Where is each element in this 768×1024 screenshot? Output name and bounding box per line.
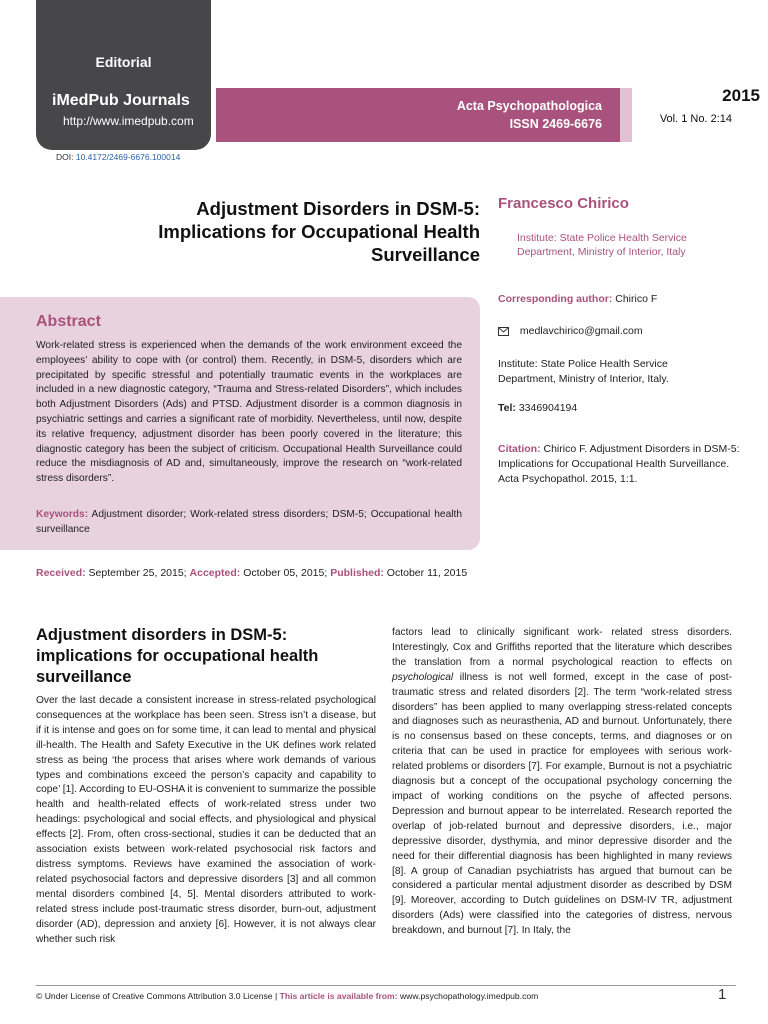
publication-year: 2015 — [722, 86, 760, 105]
journal-issn: ISSN 2469-6676 — [509, 117, 602, 131]
body-text-emphasis: psychological — [392, 671, 454, 683]
journal-band-accent — [620, 88, 632, 142]
body-column-right — [392, 626, 732, 939]
citation — [498, 442, 748, 487]
article-type-label: Editorial — [95, 54, 152, 70]
envelope-icon — [498, 327, 509, 336]
keywords — [36, 508, 462, 538]
body-text-segment: factors lead to clinically significant work- related stress disorders. Interestingly, Cox and Griffiths reported that the literature which describes the translation from a normal psychological reaction to effects on — [392, 627, 732, 668]
author-institute: Institute: State Police Health Service Department, Ministry of Interior, Italy — [517, 232, 687, 258]
journal-name: Acta Psychopathologica — [456, 99, 602, 113]
email-link[interactable]: medlavchirico@gmail.com — [519, 325, 643, 337]
corresponding-author-label: Corresponding author: — [498, 293, 613, 305]
page-number: 1 — [718, 986, 727, 1003]
license-text: © Under License of Creative Commons Attribution 3.0 License | — [36, 991, 280, 1001]
availability-label: This article is available from: — [279, 991, 398, 1001]
accepted-label: Accepted: — [189, 567, 241, 579]
doi-label: DOI: — [56, 152, 74, 162]
keywords-text: Adjustment disorder; Work-related stress disorders; DSM-5; Occupational health surveillance — [36, 509, 462, 535]
article-dates — [36, 566, 476, 581]
published-date: October 11, 2015 — [386, 567, 468, 579]
doi — [56, 152, 180, 162]
doi-link[interactable]: 10.4172/2469-6676.100014 — [75, 152, 181, 162]
article-title: Adjustment Disorders in DSM-5: Implications for Occupational Health Surveillance — [158, 198, 480, 265]
email-row — [498, 325, 643, 337]
correspondence-institute: Institute: State Police Health Service Department, Ministry of Interior, Italy. — [498, 358, 669, 385]
citation-label: Citation: — [498, 443, 541, 455]
received-date: September 25, 2015; — [88, 567, 187, 579]
section-heading: Adjustment disorders in DSM-5: implications for occupational health surveillance — [36, 626, 319, 686]
author-name: Francesco Chirico — [498, 195, 629, 212]
citation-text: Chirico F. Adjustment Disorders in DSM-5: Implications for Occupational Health Surveillance. Acta Psychopathol. 2015, 1:1. — [498, 443, 740, 485]
volume-number: Vol. 1 No. 2:14 — [659, 113, 732, 125]
footer — [36, 991, 538, 1001]
availability-url[interactable]: www.psychopathology.imedpub.com — [397, 991, 539, 1001]
publisher-url[interactable]: http://www.imedpub.com — [63, 114, 194, 128]
footer-divider — [36, 985, 736, 986]
telephone — [498, 402, 577, 414]
abstract-heading: Abstract — [36, 313, 101, 330]
journal-band — [216, 88, 620, 142]
published-label: Published: — [330, 567, 384, 579]
corresponding-author — [498, 293, 657, 305]
corresponding-author-name: Chirico F — [615, 293, 658, 305]
telephone-number: 3346904194 — [518, 402, 578, 414]
accepted-date: October 05, 2015; — [243, 567, 328, 579]
telephone-label: Tel: — [498, 402, 516, 414]
body-text-segment: illness is not well formed, except in the case of post-traumatic stress and related disorders [2]. The term “work-related stress disorders” has been applied to many overlapping stress-related concepts and diagnoses such as neurasthenia, AD and burnout. Unfortunately, there is no consensus based on these concepts, terms, and diagnoses or on criteria that can be used in practice for employees with serious work-related problems or disorders [7]. For example, Burnout is not a psychiatric diagnosis but a concept of the occupational psychology concerning the impact of working conditions on the psyche of affected persons. Depression and burnout appear to be interrelated. Research reported the overlap of job-related burnout and depressive disorders, i.e., major depressive disorder, dysthymia, and minor depressive disorder and the need for their differential diagnosis has been highlighted in many reviews [8]. A group of Canadian psychiatrists has argued that burnout can be considered a particular mental adjustment disorder as described by DSM [9]. Moreover, according to Dutch guidelines on DSM-IV TR, adjustment disorders (Ads) were classified into the categories of distress, nervous breakdown, and burnout [7]. In Italy, the — [392, 671, 732, 937]
body-column-left: Over the last decade a consistent increase in stress-related psychological consequences at the workplace has been seen. Stress isn’t a disease, but if it is intense and goes on for some time, it can lead to mental and physical ill-health. The Health and Safety Executive in the UK defines work related stress as being ‘the process that arises where work demands of various types and combinations exceed the person’s capacity and capability to cope’ [1]. According to EU-OSHA it is convenient to summarize the possible health and health-related effects of work-related stress under two headings: psychological and social effects, and physiological and physical effects [2]. From, often cross-sectional, studies it can be deducted that an association exists between work-related psychosocial risk factors and distress symptoms. Reviews have examined the association of work-related psychosocial factors and depressive disorders [3] and all common mental disorders combined [4, 5]. Mental disorders attributed to work-related stress include post-traumatic stress disorder, burn-out, adjustment disorder (AD), depression and anxiety [6]. However, it is not always clear whether such risk — [36, 695, 376, 945]
keywords-label: Keywords: — [36, 509, 89, 520]
abstract-text: Work-related stress is experienced when the demands of the work environment exceed the employees’ ability to cope with (or control) them. Recently, in DSM-5, disorders which are precipitated by specific stressful and potentially traumatic events in the workplaces are included in a new diagnostic category, “Trauma and Stress-related Disorders”, which includes both Adjustment Disorders (Ads) and PTSD. Adjustment disorder is a common diagnosis in psychiatric settings and carries a significant rate of morbidity. Nevertheless, until now, despite its relative frequency, adjustment disorder has been poorly covered in the literature; this diagnostic category has been the subject of criticism. Occupational Health Surveillance could reduce the misdiagnosis of AD and, simultaneously, improve the research on “work-related stress disorders”. — [36, 340, 462, 485]
publisher-name: iMedPub Journals — [52, 92, 190, 109]
received-label: Received: — [36, 567, 86, 579]
